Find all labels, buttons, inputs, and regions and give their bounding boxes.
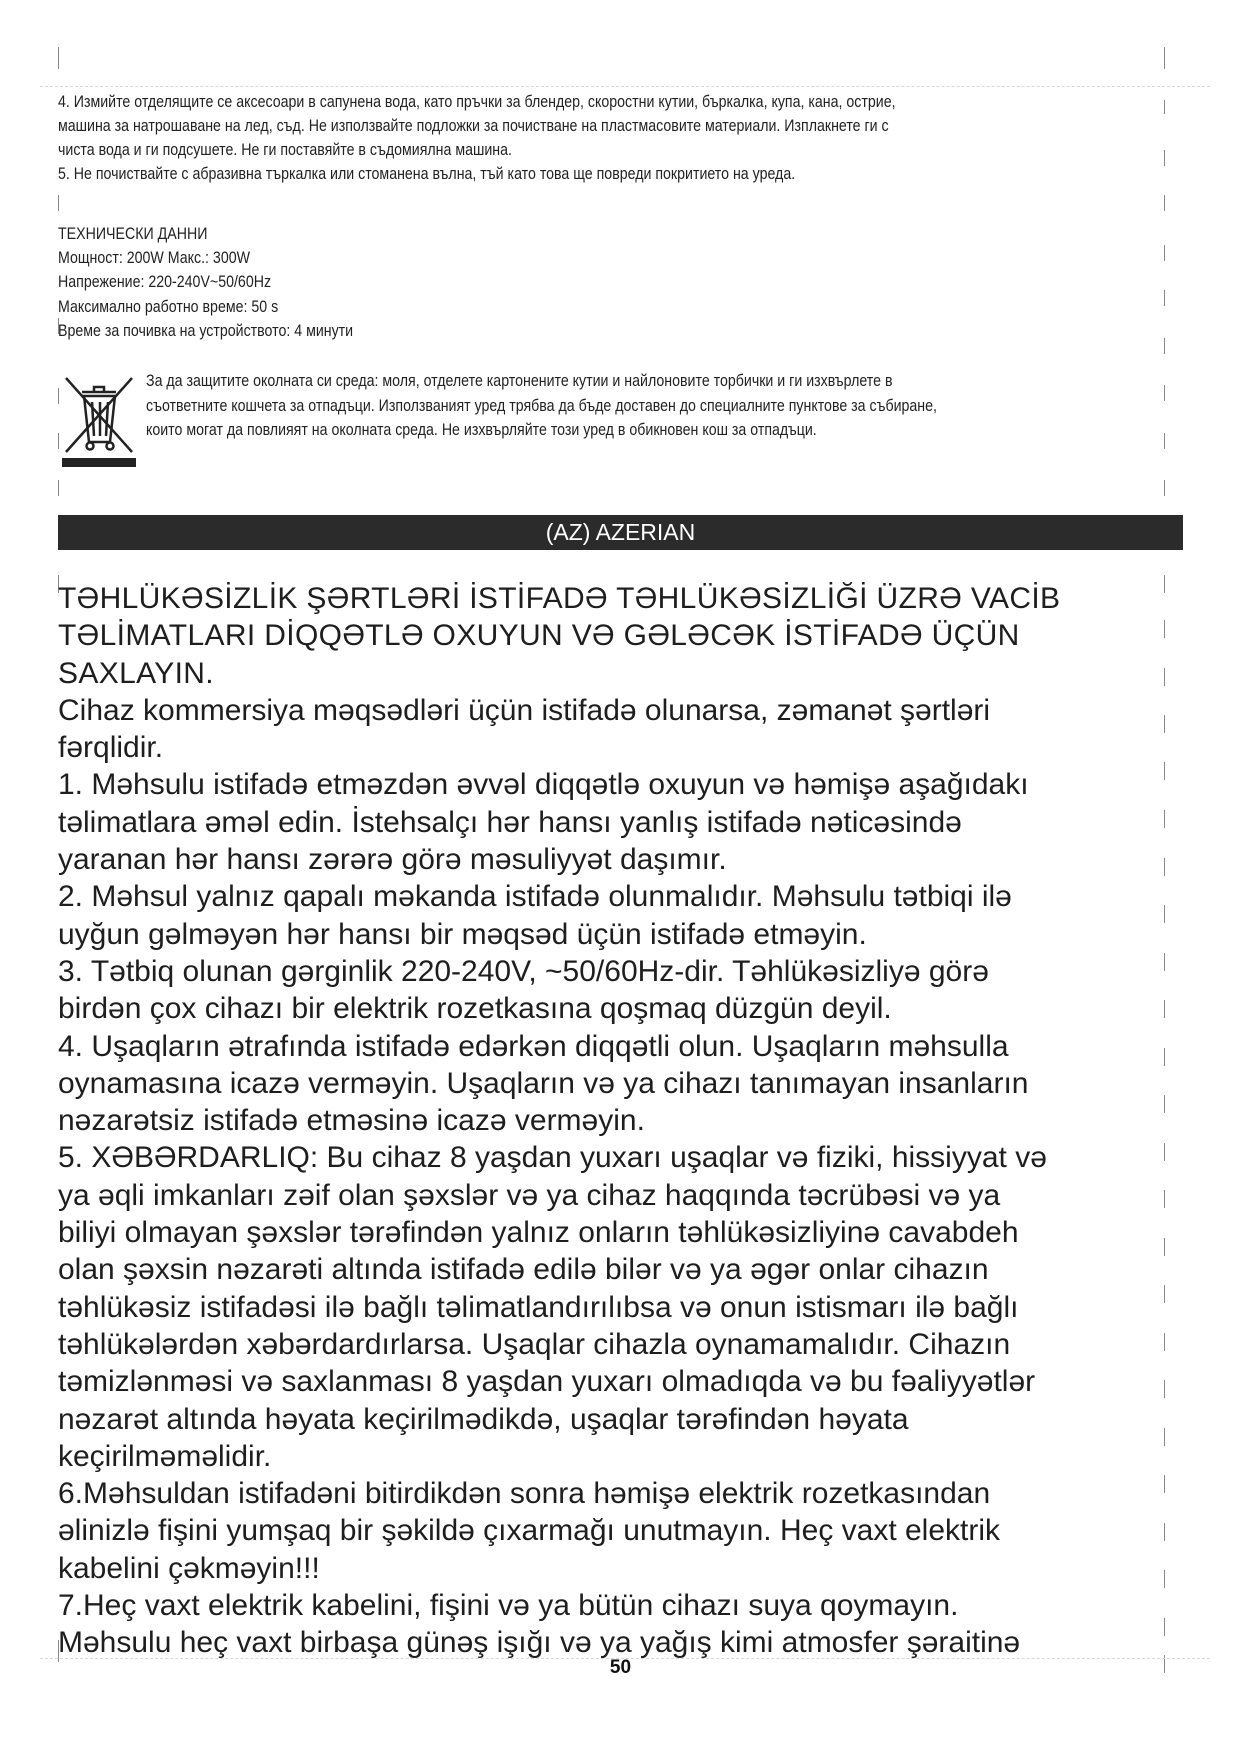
env-line: които могат да повлияят на околната среда. Не изхвърляйте този уред в обикновен кош за отпадъци. (146, 421, 817, 439)
az-line: 3. Tətbiq olunan gərginlik 220-240V, ~50/60Hz-dir. Təhlükəsizliyə görə (58, 954, 989, 988)
section-header-title: (AZ) AZERIAN (545, 519, 696, 545)
az-line: 6.Məhsuldan istifadəni bitirdikdən sonra həmişə elektrik rozetkasından (58, 1477, 991, 1511)
az-line: keçirilməməlidir. (58, 1439, 272, 1473)
az-line: fərqlidir. (58, 731, 164, 765)
az-line: təhlükələrdən xəbərdardırlarsa. Uşaqlar cihazla oynamamalıdır. Cihazın (58, 1327, 1011, 1361)
az-title-line: SAXLAYIN. (58, 656, 214, 690)
tech-line: Мощност: 200W Макс.: 300W (58, 249, 250, 268)
az-safety-text (58, 580, 1183, 1662)
az-title-line: TƏHLÜKƏSİZLİK ŞƏRTLƏRİ İSTİFADƏ TƏHLÜKƏSİZLİĞİ ÜZRƏ VACİB (58, 582, 1061, 615)
bg-cleaning-text (58, 90, 1021, 186)
az-line: 2. Məhsul yalnız qapalı məkanda istifadə olunmalıdır. Məhsulu tətbiqi ilə (58, 880, 1012, 914)
az-line: yaranan hər hansı zərərə görə məsuliyyət daşımır. (58, 843, 727, 877)
bg-line: 5. Не почиствайте с абразивна търкалка или стоманена вълна, тъй като това ще повреди покритието на уреда. (58, 165, 796, 183)
az-line: birdən çox cihazı bir elektrik rozetkasına qoşmaq düzgün deyil. (58, 992, 892, 1026)
az-line: nəzarət altında həyata keçirilmədikdə, uşaqlar tərəfindən həyata (58, 1402, 909, 1436)
az-line: 5. XƏBƏRDARLIQ: Bu cihaz 8 yaşdan yuxarı uşaqlar və fiziki, hissiyyat və (58, 1141, 1047, 1175)
az-line: Məhsulu heç vaxt birbaşa günəş işığı və ya yağış kimi atmosfer şəraitinə (58, 1626, 1021, 1660)
page-number: 50 (609, 1657, 632, 1678)
bg-line: 4. Измийте отделящите се аксесоари в сапунена вода, като пръчки за блендер, скоростни кутии, бъркалка, купа, кана, острие, (58, 93, 896, 111)
az-line: əlinizlə fişini yumşaq bir şəkildə çıxarmağı unutmayın. Heç vaxt elektrik (58, 1514, 1001, 1548)
az-line: 1. Məhsulu istifadə etməzdən əvvəl diqqətlə oxuyun və həmişə aşağıdakı (58, 768, 1029, 802)
az-title-line: TƏLİMATLARI DİQQƏTLƏ OXUYUN VƏ GƏLƏCƏK İSTİFADƏ ÜÇÜN (58, 619, 1020, 653)
bg-line: машина за натрошаване на лед, съд. Не използвайте подложки за почистване на пластмасовите материали. Изплакнете ги с (58, 117, 889, 135)
az-line: 7.Heç vaxt elektrik kabelini, fişini və ya bütün cihazı suya qoymayın. (58, 1589, 959, 1623)
az-line: oynamasına icazə verməyin. Uşaqların və ya cihazı tanımayan insanların (58, 1066, 1029, 1100)
az-line: 4. Uşaqların ətrafında istifadə edərkən diqqətli olun. Uşaqların məhsulla (58, 1029, 1009, 1063)
tech-title: ТЕХНИЧЕСКИ ДАННИ (58, 225, 208, 243)
az-line: Cihaz kommersiya məqsədləri üçün istifadə olunarsa, zəmanət şərtləri (58, 693, 991, 727)
az-line: olan şəxsin nəzarəti altında istifadə edilə bilər və ya əgər onlar cihazın (58, 1253, 989, 1287)
az-line: biliyi olmayan şəxslər tərəfindən yalnız onların təhlükəsizliyinə cavabdeh (58, 1216, 1019, 1250)
az-line: təhlükəsiz istifadəsi ilə bağlı təlimatlandırılıbsa və onun istismarı ilə bağlı (58, 1290, 1019, 1324)
section-header-bar (58, 515, 1183, 550)
bg-line: чиста вода и ги подсушете. Не ги поставяйте в съдомиялна машина. (58, 141, 512, 159)
az-line: kabelini çəkməyin!!! (58, 1551, 320, 1585)
az-line: təlimatlara əməl edin. İstehsalçı hər hansı yanlış istifadə nəticəsində (58, 805, 962, 839)
env-line: съответните кошчета за отпадъци. Използваният уред трябва да бъде доставен до специалните пунктове за събиране, (146, 396, 937, 415)
az-line: nəzarətsiz istifadə etməsinə icazə verməyin. (58, 1104, 645, 1138)
environment-notice (146, 369, 1109, 443)
az-line: təmizlənməsi və saxlanması 8 yaşdan yuxarı olmadıqda və bu fəaliyyətlər (58, 1365, 1036, 1399)
tech-line: Максимално работно време: 50 s (58, 297, 279, 316)
az-line: uyğun gəlməyən hər hansı bir məqsəd üçün istifadə etməyin. (58, 917, 867, 951)
tech-line: Напрежение: 220-240V~50/60Hz (58, 273, 272, 292)
tech-line: Време за почивка на устройството: 4 минути (58, 321, 354, 340)
technical-data (58, 222, 401, 343)
crossed-bin-icon (60, 370, 138, 470)
az-line: ya əqli imkanları zəif olan şəxslər və ya cihaz haqqında təcrübəsi və ya (58, 1178, 1001, 1212)
env-line: За да защитите околната си среда: моля, отделете картонените кутии и найлоновите торбички и ги изхвърлете в (146, 372, 893, 390)
